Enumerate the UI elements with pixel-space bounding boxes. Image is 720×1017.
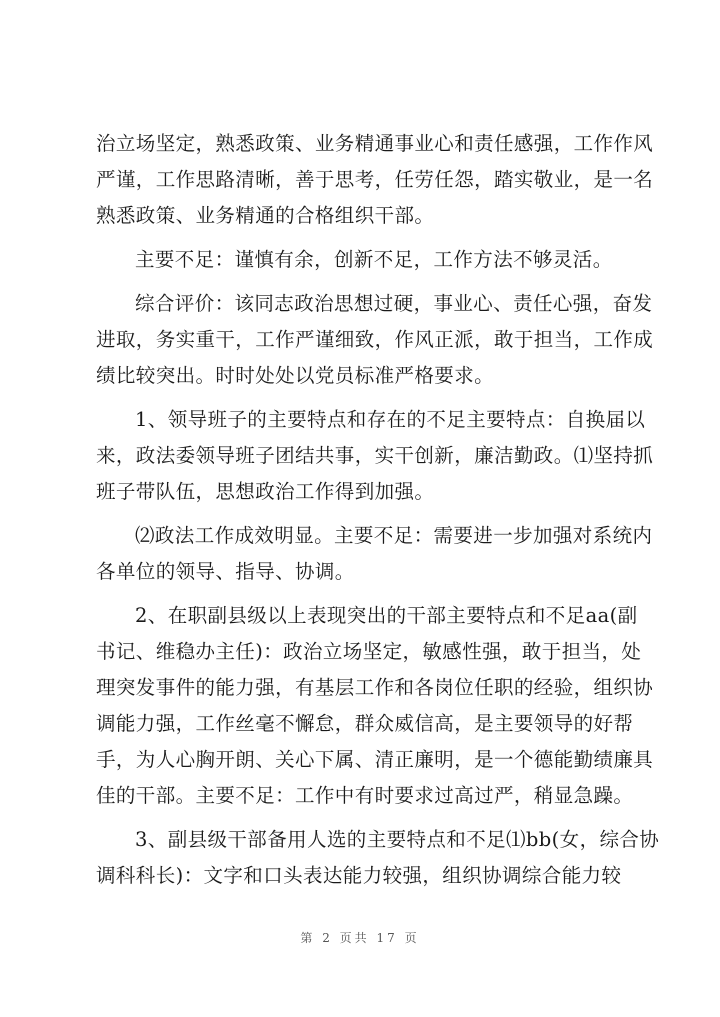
text-line: 理突发事件的能力强，有基层工作和各岗位任职的经验，组织协 xyxy=(96,676,654,699)
paragraph xyxy=(96,402,654,510)
text-line: 3、副县级干部备用人选的主要特点和不足⑴bb(女，综合协 xyxy=(135,828,660,851)
text-line: 绩比较突出。时时处处以党员标准严格要求。 xyxy=(96,364,495,387)
text-line: 主要不足：谨慎有余，创新不足，工作方法不够灵活。 xyxy=(135,248,613,271)
paragraph xyxy=(96,822,660,894)
text-line: 2、在职副县级以上表现突出的干部主要特点和不足aa(副 xyxy=(135,604,638,627)
text-line: 来，政法委领导班子团结共事，实干创新，廉洁勤政。⑴坚持抓 xyxy=(96,444,654,467)
paragraph xyxy=(96,286,654,394)
text-line: 佳的干部。主要不足：工作中有时要求过高过严，稍显急躁。 xyxy=(96,784,634,807)
text-line: 班子带队伍，思想政治工作得到加强。 xyxy=(96,480,435,503)
text-line: 调科科长)：文字和口头表达能力较强，组织协调综合能力较 xyxy=(96,864,622,887)
text-line: 各单位的领导、指导、协调。 xyxy=(96,560,355,583)
text-line: 严谨，工作思路清晰，善于思考，任劳任怨，踏实敬业，是一名 xyxy=(96,168,654,191)
paragraph xyxy=(96,518,653,590)
paragraph xyxy=(96,126,654,234)
text-line: 进取，务实重干，工作严谨细致，作风正派，敢于担当，工作成 xyxy=(96,328,654,351)
text-line: 熟悉政策、业务精通的合格组织干部。 xyxy=(96,204,435,227)
text-line: 书记、维稳办主任)：政治立场坚定，敏感性强，敢于担当，处 xyxy=(96,640,642,663)
page-footer: 第 2 页共 17 页 xyxy=(300,931,420,945)
document-body xyxy=(96,126,660,902)
text-line: 综合评价：该同志政治思想过硬，事业心、责任心强，奋发 xyxy=(135,292,653,315)
text-line: 治立场坚定，熟悉政策、业务精通事业心和责任感强，工作作风 xyxy=(96,132,654,155)
text-line: 1、领导班子的主要特点和存在的不足主要特点：自换届以 xyxy=(135,408,646,431)
text-line: 调能力强，工作丝毫不懈怠，群众威信高，是主要领导的好帮 xyxy=(96,712,634,735)
text-line: ⑵政法工作成效明显。主要不足：需要进一步加强对系统内 xyxy=(135,524,653,547)
text-line: 手，为人心胸开朗、关心下属、清正廉明，是一个德能勤绩廉具 xyxy=(96,748,654,771)
paragraph xyxy=(96,242,636,278)
paragraph xyxy=(96,598,654,814)
